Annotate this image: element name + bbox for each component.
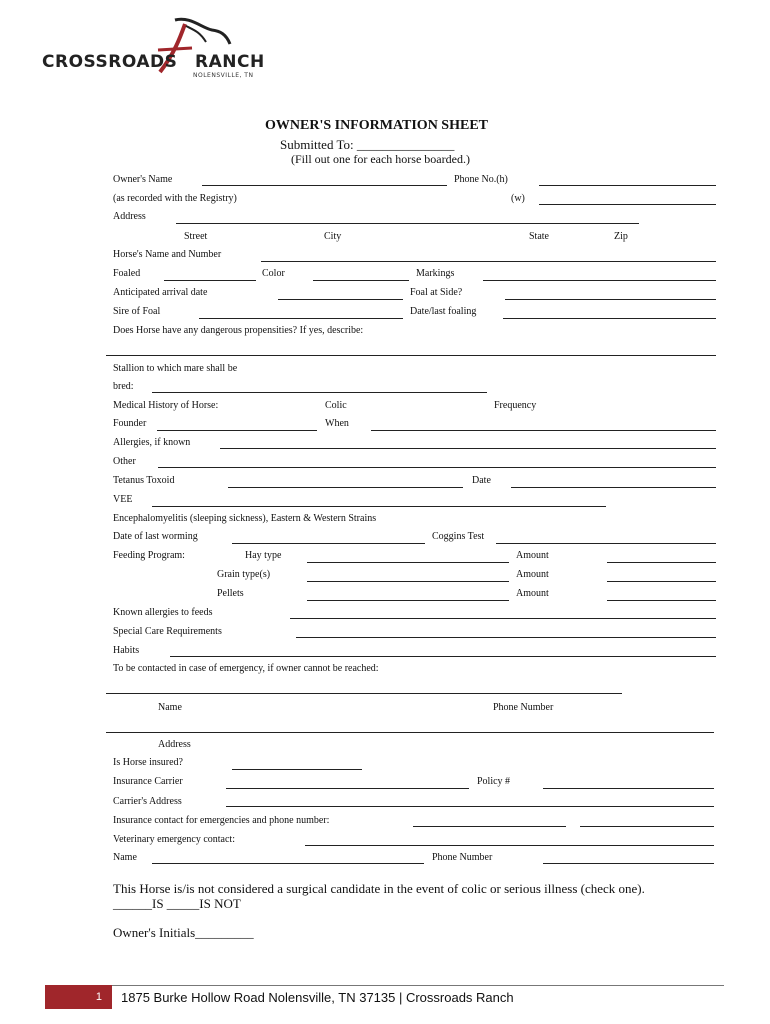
insurance-phone-field[interactable] xyxy=(580,826,714,827)
insured-field[interactable] xyxy=(232,769,362,770)
special-care-field[interactable] xyxy=(296,637,716,638)
grain-field[interactable] xyxy=(307,581,509,582)
frequency-label: Frequency xyxy=(494,400,537,411)
founder-field[interactable] xyxy=(157,430,317,431)
other-field[interactable] xyxy=(158,467,716,468)
phone-h-field[interactable] xyxy=(539,185,716,186)
markings-label: Markings xyxy=(416,268,455,279)
grain-label: Grain type(s) xyxy=(217,569,271,580)
vet-phone-label: Phone Number xyxy=(432,852,493,863)
insurance-contact-field[interactable] xyxy=(413,826,566,827)
page-number: 1 xyxy=(45,985,112,1009)
address-label: Address xyxy=(113,211,146,222)
owners-initials[interactable]: Owner's Initials_________ xyxy=(113,925,254,940)
feeding-label: Feeding Program: xyxy=(113,550,185,561)
emergency-address-label: Address xyxy=(158,739,191,750)
habits-label: Habits xyxy=(113,645,140,656)
surgical-options[interactable]: ______IS _____IS NOT xyxy=(113,896,241,911)
instruction: (Fill out one for each horse boarded.) xyxy=(291,152,470,166)
city-label: City xyxy=(324,231,342,242)
last-foaling-label: Date/last foaling xyxy=(410,306,477,317)
dangerous-field[interactable] xyxy=(106,355,716,356)
when-label: When xyxy=(325,418,349,429)
vet-name-label: Name xyxy=(113,852,137,863)
emergency-name-field[interactable] xyxy=(106,693,622,694)
phone-w-field[interactable] xyxy=(539,204,716,205)
logo-right-word: RANCH xyxy=(195,52,265,72)
arrival-field[interactable] xyxy=(278,299,403,300)
carrier-address-field[interactable] xyxy=(226,806,714,807)
special-care-label: Special Care Requirements xyxy=(113,626,222,637)
allergies-field[interactable] xyxy=(220,448,716,449)
address-field[interactable] xyxy=(176,223,639,224)
coggins-label: Coggins Test xyxy=(432,531,485,542)
horse-name-label: Horse's Name and Number xyxy=(113,249,222,260)
vee-label: VEE xyxy=(113,494,133,505)
other-label: Other xyxy=(113,456,136,467)
emergency-label: To be contacted in case of emergency, if owner cannot be reached: xyxy=(113,663,379,674)
habits-field[interactable] xyxy=(170,656,716,657)
bred-label: bred: xyxy=(113,381,134,392)
bred-field[interactable] xyxy=(152,392,487,393)
sire-label: Sire of Foal xyxy=(113,306,161,317)
horse-name-field[interactable] xyxy=(261,261,716,262)
pellets-field[interactable] xyxy=(307,600,509,601)
tetanus-label: Tetanus Toxoid xyxy=(113,475,175,486)
footer-rule xyxy=(112,985,724,986)
pellets-amount-field[interactable] xyxy=(607,600,716,601)
last-foaling-field[interactable] xyxy=(503,318,716,319)
carrier-label: Insurance Carrier xyxy=(113,776,183,787)
phone-w-label: (w) xyxy=(511,193,525,204)
founder-label: Founder xyxy=(113,418,147,429)
insurance-contact-label: Insurance contact for emergencies and phone number: xyxy=(113,815,330,826)
enceph-label: Encephalomyelitis (sleeping sickness), Eastern & Western Strains xyxy=(113,513,377,524)
vet-contact-field[interactable] xyxy=(305,845,714,846)
grain-amount-label: Amount xyxy=(516,569,549,580)
when-field[interactable] xyxy=(371,430,716,431)
tetanus-field[interactable] xyxy=(228,487,463,488)
date-label: Date xyxy=(472,475,491,486)
worming-label: Date of last worming xyxy=(113,531,198,542)
state-label: State xyxy=(529,231,549,242)
vet-phone-field[interactable] xyxy=(543,863,714,864)
coggins-field[interactable] xyxy=(496,543,716,544)
carrier-address-label: Carrier's Address xyxy=(113,796,182,807)
phone-h-label: Phone No.(h) xyxy=(454,174,508,185)
registry-label: (as recorded with the Registry) xyxy=(113,193,237,204)
hay-amount-field[interactable] xyxy=(607,562,716,563)
emergency-phone-label: Phone Number xyxy=(493,702,554,713)
footer-address: 1875 Burke Hollow Road Nolensville, TN 37135 | Crossroads Ranch xyxy=(121,990,514,1005)
insured-label: Is Horse insured? xyxy=(113,757,183,768)
zip-label: Zip xyxy=(614,231,628,242)
colic-label: Colic xyxy=(325,400,347,411)
emergency-address-field[interactable] xyxy=(106,732,714,733)
foal-side-field[interactable] xyxy=(505,299,716,300)
pellets-label: Pellets xyxy=(217,588,244,599)
dangerous-label: Does Horse have any dangerous propensities? If yes, describe: xyxy=(113,325,364,336)
color-field[interactable] xyxy=(313,280,409,281)
foaled-field[interactable] xyxy=(164,280,256,281)
foal-side-label: Foal at Side? xyxy=(410,287,463,298)
policy-field[interactable] xyxy=(543,788,714,789)
sire-field[interactable] xyxy=(199,318,403,319)
surgical-statement: This Horse is/is not considered a surgical candidate in the event of colic or serious illness (check one). xyxy=(113,881,645,896)
emergency-name-label: Name xyxy=(158,702,182,713)
hay-field[interactable] xyxy=(307,562,509,563)
allergies-label: Allergies, if known xyxy=(113,437,191,448)
logo-location: NOLENSVILLE, TN xyxy=(193,72,254,79)
page-title: OWNER'S INFORMATION SHEET xyxy=(265,118,488,133)
vet-contact-label: Veterinary emergency contact: xyxy=(113,834,235,845)
street-label: Street xyxy=(184,231,208,242)
owners-name-field[interactable] xyxy=(202,185,447,186)
logo-left-word: CROSSROADS xyxy=(42,52,178,72)
tetanus-date-field[interactable] xyxy=(511,487,716,488)
known-allergies-label: Known allergies to feeds xyxy=(113,607,213,618)
medical-label: Medical History of Horse: xyxy=(113,400,219,411)
submitted-to: Submitted To: _______________ xyxy=(280,137,455,152)
markings-field[interactable] xyxy=(483,280,716,281)
owners-name-label: Owner's Name xyxy=(113,174,173,185)
vee-field[interactable] xyxy=(152,506,606,507)
worming-field[interactable] xyxy=(232,543,425,544)
vet-name-field[interactable] xyxy=(152,863,424,864)
hay-label: Hay type xyxy=(245,550,282,561)
carrier-field[interactable] xyxy=(226,788,469,789)
color-label: Color xyxy=(262,268,285,279)
known-allergies-field[interactable] xyxy=(290,618,716,619)
hay-amount-label: Amount xyxy=(516,550,549,561)
stallion-label: Stallion to which mare shall be xyxy=(113,363,238,374)
pellets-amount-label: Amount xyxy=(516,588,549,599)
foaled-label: Foaled xyxy=(113,268,141,279)
arrival-label: Anticipated arrival date xyxy=(113,287,208,298)
grain-amount-field[interactable] xyxy=(607,581,716,582)
policy-label: Policy # xyxy=(477,776,511,787)
